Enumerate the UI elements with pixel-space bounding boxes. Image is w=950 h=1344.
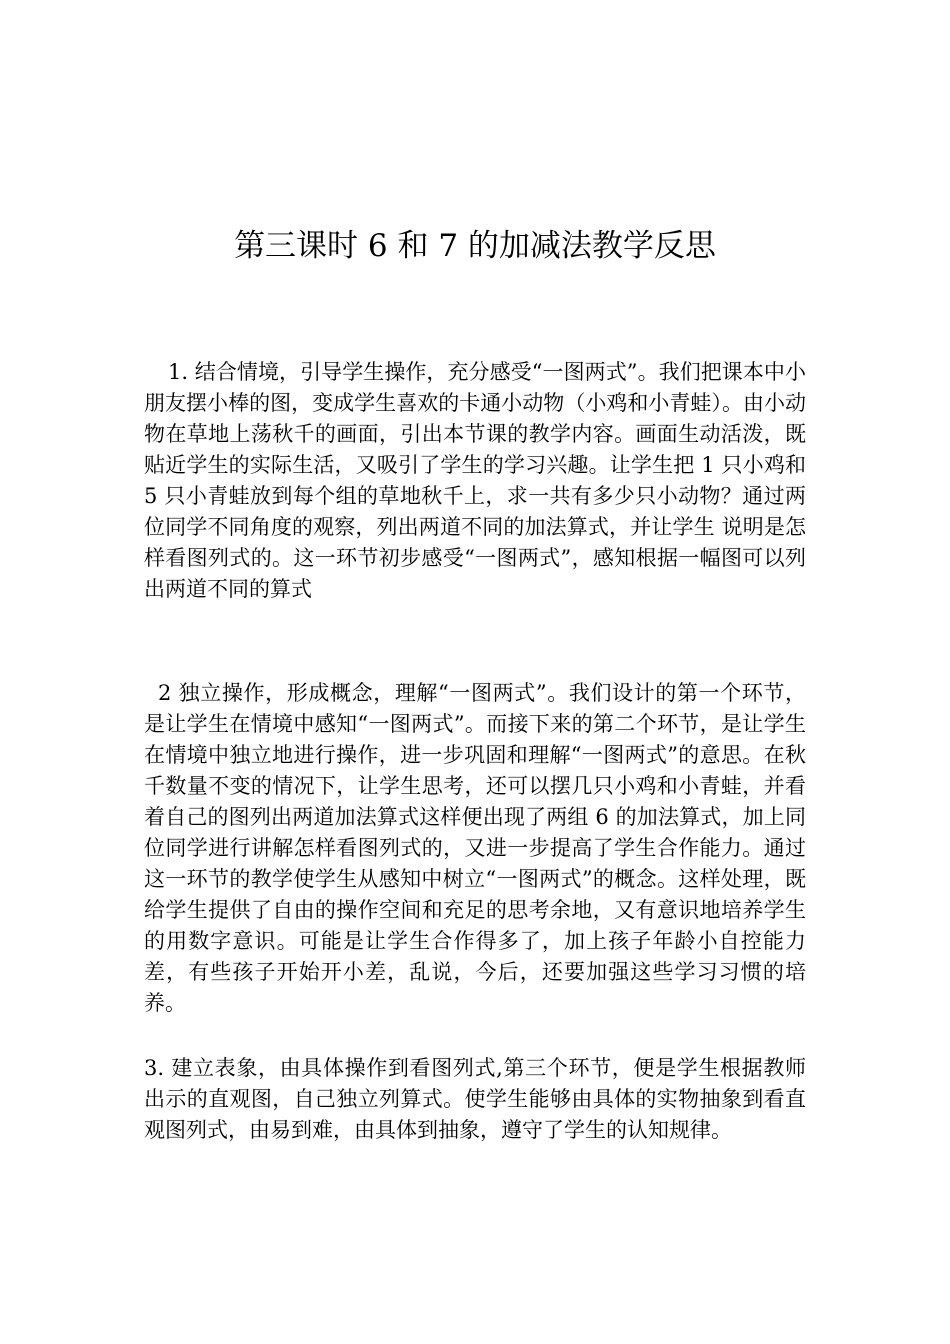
document-title: 第三课时 6 和 7 的加减法教学反思 [234,228,716,264]
paragraph-2: 2 独立操作，形成概念，理解“一图两式”。我们设计的第一个环节，是让学生在情境中感知“一图两式”。而接下来的第二个环节，是让学生在情境中独立地进行操作，进一步巩固和理解“一图两式”的意思。在秋千数量不变的情况下，让学生思考，还可以摆几只小鸡和小青蛙，并看着自己的图列出两道加法算式这样便出现了两组 6 的加法算式，加上同位同学进行讲解怎样看图列式的，又进一步提高了学生合作能力。通过这一环节的教学使学生从感知中树立“一图两式”的概念。这样处理，既给学生提供了自由的操作空间和充足的思考余地，又有意识地培养学生的用数字意识。可能是让学生合作得多了，加上孩子年龄小自控能力差，有些孩子开始开小差，乱说，今后，还要加强这些学习习惯的培养。 [144,681,806,1015]
paragraph-1: 1. 结合情境，引导学生操作，充分感受“一图两式”。我们把课本中小朋友摆小棒的图，变成学生喜欢的卡通小动物（小鸡和小青蛙）。由小动物在草地上荡秋千的画面，引出本节课的教学内容。画面生动活泼，既贴近学生的实际生活，又吸引了学生的学习兴趣。让学生把 1 只小鸡和 5 只小青蛙放到每个组的草地秋千上，求一共有多少只小动物？通过两位同学不同角度的观察，列出两道不同的加法算式，并让学生 说明是怎样看图列式的。这一环节初步感受“一图两式”，感知根据一幅图可以列出两道不同的算式 [144,360,806,601]
paragraph-3: 3. 建立表象，由具体操作到看图列式,第三个环节，便是学生根据教师出示的直观图，自己独立列算式。使学生能够由具体的实物抽象到看直观图列式，由易到难，由具体到抽象，遵守了学生的认知规律。 [144,1056,806,1142]
